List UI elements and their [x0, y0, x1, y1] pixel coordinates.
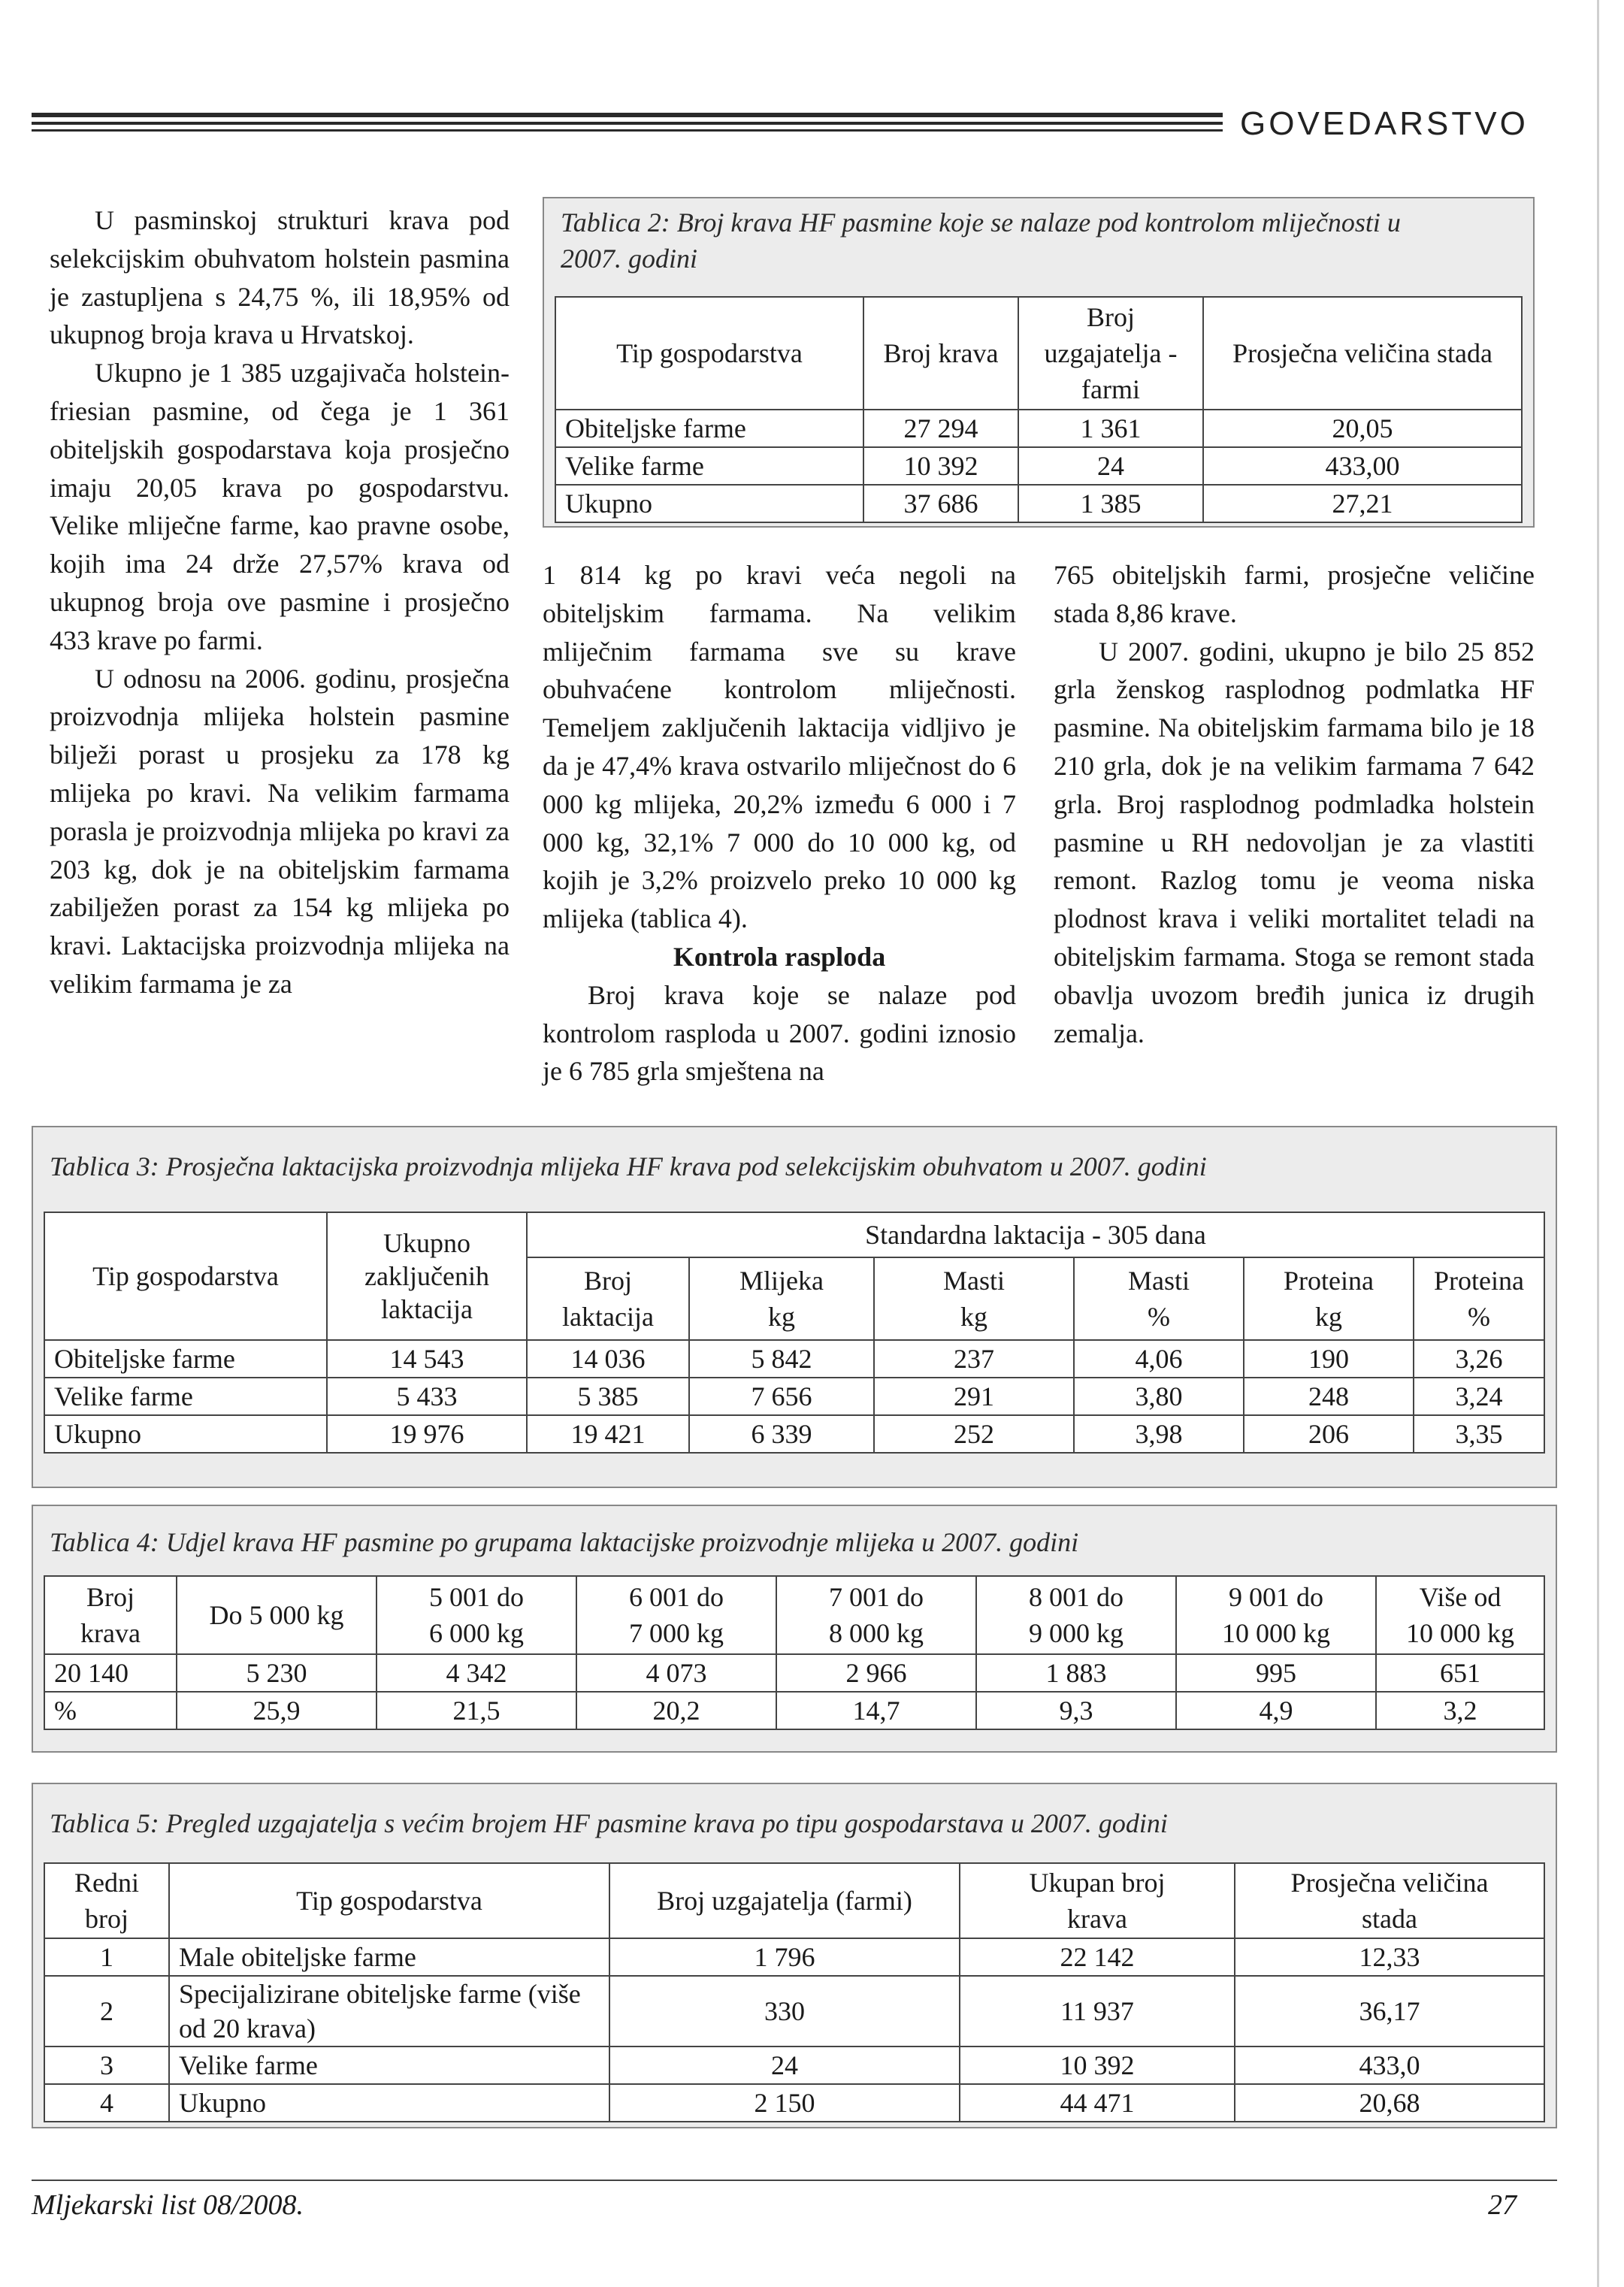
header-cell: Masti %	[1074, 1257, 1244, 1340]
header-cell: Tip gospodarstva	[169, 1863, 609, 1938]
table4	[44, 1575, 1545, 1730]
table5-caption: Tablica 5: Pregled uzgajatelja s većim brojem HF pasmine krava po tipu gospodarstava u 2007. godini	[50, 1808, 1168, 1838]
table-row	[44, 2084, 1544, 2122]
paragraph: U 2007. godini, ukupno je bilo 25 852 grla ženskog rasplodnog podmlatka HF pasmine. Na obiteljskim farmama bilo je 18 210 grla, dok je na velikim farmama 7 642 grla. Broj rasplodnog podmladka holstein pasmine u RH nedovoljan je za vlastiti remont. Razlog tomu je veoma niska plodnost krava i veliki mortalitet teladi na obiteljskim farmama. Stoga se remont stada obavlja uvozom bređih junica iz drugih zemalja.	[1054, 636, 1535, 1048]
table-row	[44, 1938, 1544, 1976]
paragraph: 765 obiteljskih farmi, prosječne veličine stada 8,86 krave.	[1054, 560, 1535, 628]
cell: 248	[1244, 1378, 1414, 1415]
header-cell: 7 001 do 8 000 kg	[776, 1576, 976, 1654]
header-cell: Ukupno zaključenih laktacija	[327, 1212, 527, 1340]
cell: 24	[1018, 447, 1203, 485]
cell: 237	[874, 1340, 1074, 1378]
cell: 14 543	[327, 1340, 527, 1378]
cell: 12,33	[1235, 1938, 1544, 1976]
header-cell: Tip gospodarstva	[44, 1212, 327, 1340]
table5-box	[32, 1783, 1557, 2128]
table2-caption: Tablica 2: Broj krava HF pasmine koje se nalaze pod kontrolom mliječnosti u 2007. godini	[561, 207, 1401, 274]
cell: 2	[44, 1976, 169, 2047]
cell: 330	[609, 1976, 960, 2047]
scan-edge-line	[1597, 0, 1599, 2287]
table-row	[44, 2047, 1544, 2084]
cell: 5 385	[527, 1378, 689, 1415]
table4-caption: Tablica 4: Udjel krava HF pasmine po grupama laktacijske proizvodnje mlijeka u 2007. godini	[50, 1527, 1079, 1557]
table-header-row	[44, 1863, 1544, 1938]
cell: 36,17	[1235, 1976, 1544, 2047]
cell: 252	[874, 1415, 1074, 1453]
footer-rule	[32, 2180, 1557, 2181]
cell: 20,2	[576, 1692, 776, 1729]
header-cell: Broj krava	[863, 297, 1018, 410]
cell: Obiteljske farme	[555, 410, 863, 447]
cell: 9,3	[976, 1692, 1176, 1729]
cell: 14,7	[776, 1692, 976, 1729]
header-cell: Masti kg	[874, 1257, 1074, 1340]
header-cell: 8 001 do 9 000 kg	[976, 1576, 1176, 1654]
table-row	[44, 1415, 1544, 1453]
cell: 11 937	[960, 1976, 1235, 2047]
cell: 1 361	[1018, 410, 1203, 447]
table-header-row	[555, 297, 1522, 410]
cell: 7 656	[689, 1378, 874, 1415]
cell: 14 036	[527, 1340, 689, 1378]
cell: 5 433	[327, 1378, 527, 1415]
header-cell: Više od 10 000 kg	[1376, 1576, 1544, 1654]
table3-box	[32, 1126, 1557, 1488]
cell: Ukupno	[44, 1415, 327, 1453]
paragraph: Broj krava koje se nalaze pod kontrolom rasploda u 2007. godini iznosio je 6 785 grla smještena na	[543, 979, 1016, 1087]
cell: 433,00	[1203, 447, 1522, 485]
cell: 3,98	[1074, 1415, 1244, 1453]
cell: 3,26	[1414, 1340, 1544, 1378]
header-cell: Broj krava	[44, 1576, 177, 1654]
cell: 206	[1244, 1415, 1414, 1453]
header-cell: Broj uzgajatelja - farmi	[1018, 297, 1203, 410]
cell: Velike farme	[44, 1378, 327, 1415]
cell: 1 796	[609, 1938, 960, 1976]
header-cell: Broj laktacija	[527, 1257, 689, 1340]
cell: 995	[1176, 1654, 1376, 1692]
cell: 37 686	[863, 485, 1018, 522]
table-header-row	[44, 1576, 1544, 1654]
cell: 651	[1376, 1654, 1544, 1692]
header-cell: Broj uzgajatelja (farmi)	[609, 1863, 960, 1938]
cell: Obiteljske farme	[44, 1340, 327, 1378]
paragraph: U odnosu na 2006. godinu, prosječna proizvodnja mlijeka holstein pasmine bilježi porast u prosjeku za 178 kg mlijeka po kravi. Na velikim farmama porasla je proizvodnja mlijeka po kravi za 203 kg, dok je na obiteljskim farmama zabilježen porast za 154 kg mlijeka po kravi. Laktacijska proizvodnja mlijeka na velikim farmama je za	[50, 663, 510, 999]
cell: 4	[44, 2084, 169, 2122]
cell: 291	[874, 1378, 1074, 1415]
cell: Velike farme	[555, 447, 863, 485]
table-row	[44, 1378, 1544, 1415]
text-column-left	[50, 201, 510, 1003]
table-row	[44, 1340, 1544, 1378]
cell: 25,9	[177, 1692, 377, 1729]
cell: 20 140	[44, 1654, 177, 1692]
cell: 3,2	[1376, 1692, 1544, 1729]
text-column-middle	[543, 556, 1016, 1091]
cell: 3,80	[1074, 1378, 1244, 1415]
header-cell: Proteina %	[1414, 1257, 1544, 1340]
header-cell: Mlijeka kg	[689, 1257, 874, 1340]
cell: 1	[44, 1938, 169, 1976]
table2-box	[543, 197, 1535, 528]
cell: 1 883	[976, 1654, 1176, 1692]
cell: 19 976	[327, 1415, 527, 1453]
cell: 433,0	[1235, 2047, 1544, 2084]
header-cell: Tip gospodarstva	[555, 297, 863, 410]
table-row	[44, 1692, 1544, 1729]
cell: Male obiteljske farme	[169, 1938, 609, 1976]
table-row	[44, 1654, 1544, 1692]
cell: 20,68	[1235, 2084, 1544, 2122]
header-cell: 9 001 do 10 000 kg	[1176, 1576, 1376, 1654]
table-row	[555, 410, 1522, 447]
cell: 10 392	[960, 2047, 1235, 2084]
text-column-right	[1054, 556, 1535, 1052]
journal-name: Mljekarski list 08/2008.	[32, 2189, 304, 2221]
cell: 4,9	[1176, 1692, 1376, 1729]
cell: 5 230	[177, 1654, 377, 1692]
table-row	[555, 447, 1522, 485]
section-heading: Kontrola rasploda	[673, 941, 886, 972]
table3-caption: Tablica 3: Prosječna laktacijska proizvodnja mlijeka HF krava pod selekcijskim obuhvatom u 2007. godini	[50, 1151, 1207, 1181]
header-rule	[32, 113, 1223, 135]
cell: 19 421	[527, 1415, 689, 1453]
cell: 190	[1244, 1340, 1414, 1378]
cell: 3	[44, 2047, 169, 2084]
cell: 4 073	[576, 1654, 776, 1692]
header-cell: Redni broj	[44, 1863, 169, 1938]
cell: 6 339	[689, 1415, 874, 1453]
cell: 3,35	[1414, 1415, 1544, 1453]
cell: 21,5	[377, 1692, 576, 1729]
cell: 5 842	[689, 1340, 874, 1378]
table-row	[555, 485, 1522, 522]
cell: 24	[609, 2047, 960, 2084]
header-cell: 5 001 do 6 000 kg	[377, 1576, 576, 1654]
table4-box	[32, 1505, 1557, 1753]
header-cell: Do 5 000 kg	[177, 1576, 377, 1654]
cell: 3,24	[1414, 1378, 1544, 1415]
table5	[44, 1862, 1545, 2122]
header-cell: 6 001 do 7 000 kg	[576, 1576, 776, 1654]
header-cell: Prosječna veličina stada	[1235, 1863, 1544, 1938]
paragraph: Ukupno je 1 385 uzgajivača holstein-friesian pasmine, od čega je 1 361 obiteljskih gospodarstava koja prosječno imaju 20,05 krava po gospodarstvu. Velike mliječne farme, kao pravne osobe, kojih ima 24 drže 27,57% krava od ukupnog broja ove pasmine i prosječno 433 krave po farmi.	[50, 358, 510, 655]
cell: 27 294	[863, 410, 1018, 447]
table3	[44, 1212, 1545, 1454]
paragraph: U pasminskoj strukturi krava pod selekcijskim obuhvatom holstein pasmina je zastupljena s 24,75 %, ili 18,95% od ukupnog broja krava u Hrvatskoj.	[50, 205, 510, 350]
cell: Specijalizirane obiteljske farme (više od 20 krava)	[169, 1976, 609, 2047]
page-number: 27	[1488, 2189, 1517, 2221]
table2	[555, 296, 1523, 523]
cell: 4,06	[1074, 1340, 1244, 1378]
header-cell: Proteina kg	[1244, 1257, 1414, 1340]
cell: 2 150	[609, 2084, 960, 2122]
cell: Velike farme	[169, 2047, 609, 2084]
header-cell: Standardna laktacija - 305 dana	[527, 1212, 1544, 1257]
header-cell: Prosječna veličina stada	[1203, 297, 1522, 410]
cell: 2 966	[776, 1654, 976, 1692]
table-row	[44, 1976, 1544, 2047]
table-header-row	[44, 1212, 1544, 1257]
cell: 1 385	[1018, 485, 1203, 522]
cell: Ukupno	[555, 485, 863, 522]
cell: 27,21	[1203, 485, 1522, 522]
section-title: GOVEDARSTVO	[1240, 105, 1529, 142]
header-cell: Ukupan broj krava	[960, 1863, 1235, 1938]
cell: %	[44, 1692, 177, 1729]
cell: 4 342	[377, 1654, 576, 1692]
cell: 22 142	[960, 1938, 1235, 1976]
cell: 10 392	[863, 447, 1018, 485]
cell: 44 471	[960, 2084, 1235, 2122]
cell: 20,05	[1203, 410, 1522, 447]
cell: Ukupno	[169, 2084, 609, 2122]
paragraph: 1 814 kg po kravi veća negoli na obiteljskim farmama. Na velikim mliječnim farmama sve su krave obuhvaćene kontrolom mliječnosti. Temeljem zaključenih laktacija vidljivo je da je 47,4% krava ostvarilo mliječnost do 6 000 kg mlijeka, 20,2% između 6 000 i 7 000 kg, 32,1% 7 000 do 10 000 kg, od kojih je 3,2% proizvelo preko 10 000 kg mlijeka (tablica 4).	[543, 560, 1016, 934]
